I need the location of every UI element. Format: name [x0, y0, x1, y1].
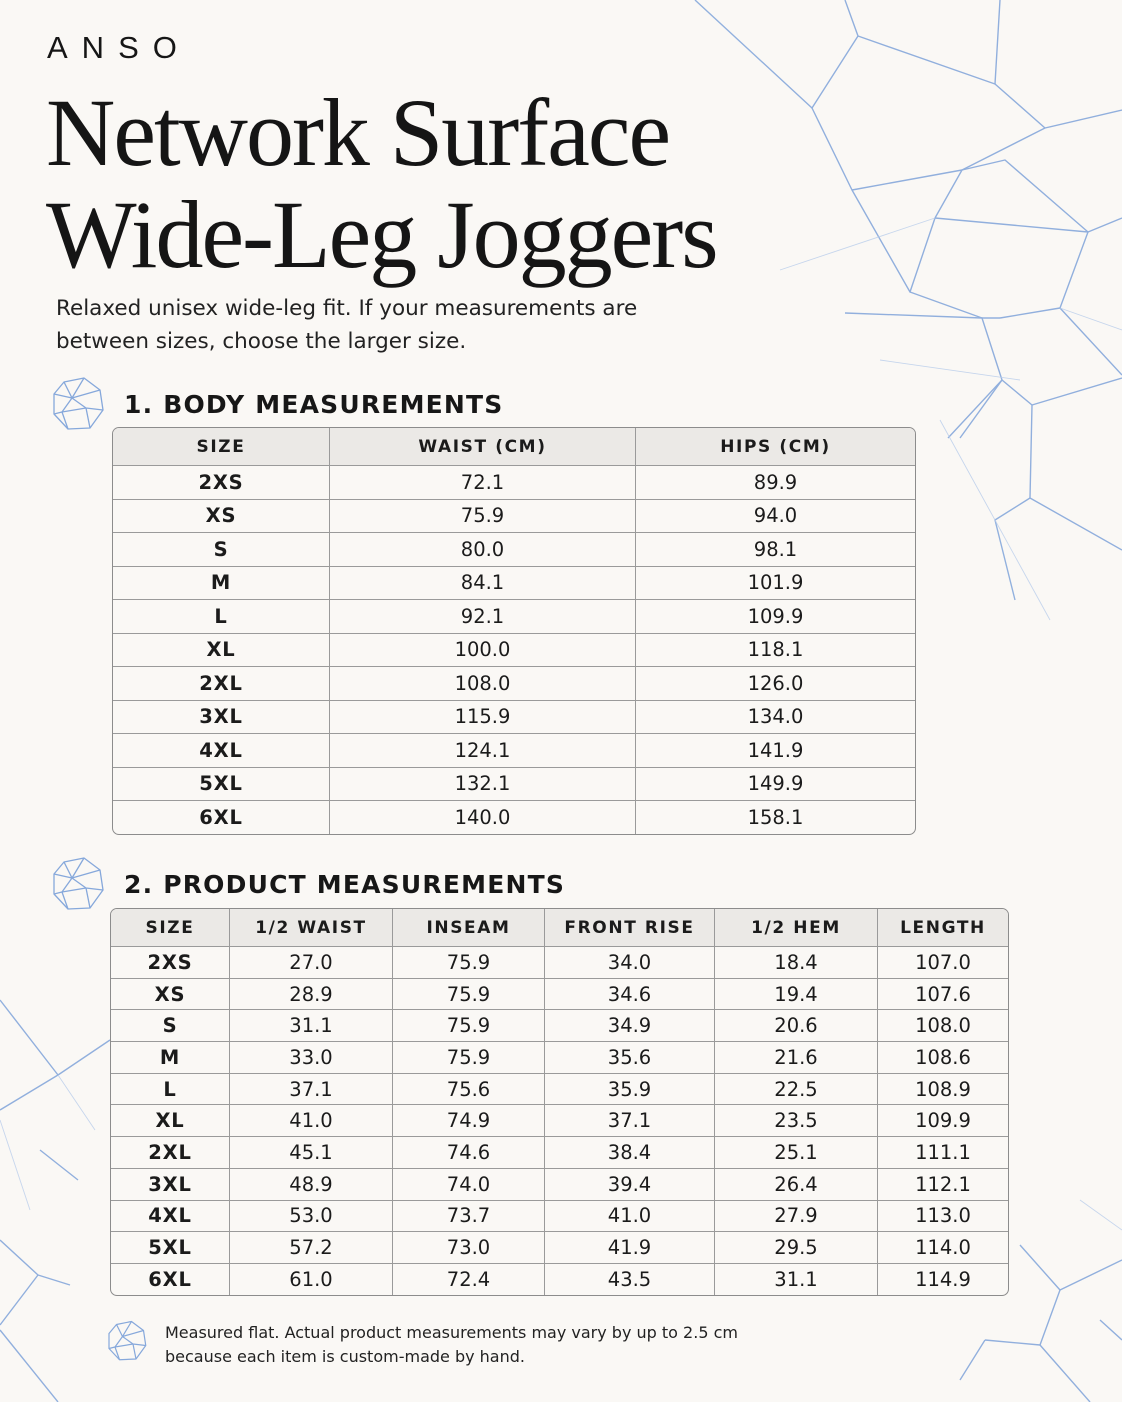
value-cell: 21.6: [715, 1042, 878, 1074]
value-cell: 126.0: [636, 667, 915, 701]
polyhedron-icon: [50, 856, 106, 912]
value-cell: 80.0: [330, 533, 636, 567]
brand-logo: ANSO: [47, 30, 191, 65]
value-cell: 94.0: [636, 500, 915, 534]
value-cell: 18.4: [715, 947, 878, 979]
size-cell: 6XL: [111, 1264, 230, 1295]
size-cell: S: [111, 1010, 230, 1042]
table-row: [113, 634, 915, 668]
table-row: [113, 466, 915, 500]
size-cell: 3XL: [111, 1169, 230, 1201]
value-cell: 57.2: [230, 1232, 393, 1264]
value-cell: 109.9: [878, 1105, 1008, 1137]
value-cell: 100.0: [330, 634, 636, 668]
size-cell: XS: [111, 979, 230, 1011]
value-cell: 75.9: [330, 500, 636, 534]
value-cell: 112.1: [878, 1169, 1008, 1201]
value-cell: 75.9: [393, 1010, 545, 1042]
table-row: [113, 567, 915, 601]
size-cell: L: [111, 1074, 230, 1106]
size-cell: 2XS: [111, 947, 230, 979]
value-cell: 75.9: [393, 1042, 545, 1074]
table-row: [111, 1137, 1008, 1169]
value-cell: 37.1: [230, 1074, 393, 1106]
intro-line-2: between sizes, choose the larger size.: [56, 329, 467, 354]
value-cell: 34.6: [545, 979, 715, 1011]
table-row: [111, 1232, 1008, 1264]
body-measurements-heading: 1. BODY MEASUREMENTS: [124, 390, 504, 419]
value-cell: 43.5: [545, 1264, 715, 1295]
title-line-1: Network Surface: [46, 79, 670, 186]
value-cell: 72.1: [330, 466, 636, 500]
size-cell: 2XL: [113, 667, 330, 701]
value-cell: 115.9: [330, 701, 636, 735]
value-cell: 25.1: [715, 1137, 878, 1169]
product-measurements-heading: 2. PRODUCT MEASUREMENTS: [124, 870, 566, 899]
value-cell: 108.6: [878, 1042, 1008, 1074]
value-cell: 74.6: [393, 1137, 545, 1169]
intro-line-1: Relaxed unisex wide-leg fit. If your measurements are: [56, 296, 638, 321]
value-cell: 141.9: [636, 734, 915, 768]
value-cell: 34.9: [545, 1010, 715, 1042]
table-row: [111, 1010, 1008, 1042]
table-header-row: [111, 909, 1008, 947]
value-cell: 26.4: [715, 1169, 878, 1201]
size-cell: 2XL: [111, 1137, 230, 1169]
value-cell: 41.0: [230, 1105, 393, 1137]
value-cell: 20.6: [715, 1010, 878, 1042]
column-header: SIZE: [113, 428, 330, 466]
value-cell: 19.4: [715, 979, 878, 1011]
value-cell: 149.9: [636, 768, 915, 802]
value-cell: 35.6: [545, 1042, 715, 1074]
footnote-line-2: because each item is custom-made by hand.: [165, 1347, 525, 1366]
value-cell: 41.0: [545, 1201, 715, 1233]
table-row: [111, 1264, 1008, 1295]
value-cell: 109.9: [636, 600, 915, 634]
size-cell: 4XL: [111, 1201, 230, 1233]
table-row: [113, 500, 915, 534]
value-cell: 124.1: [330, 734, 636, 768]
value-cell: 101.9: [636, 567, 915, 601]
table-row: [111, 1169, 1008, 1201]
size-cell: S: [113, 533, 330, 567]
table-row: [113, 533, 915, 567]
column-header: SIZE: [111, 909, 230, 947]
value-cell: 37.1: [545, 1105, 715, 1137]
product-measurements-table: [110, 908, 1009, 1296]
table-row: [111, 1105, 1008, 1137]
value-cell: 140.0: [330, 801, 636, 834]
value-cell: 74.9: [393, 1105, 545, 1137]
column-header: FRONT RISE: [545, 909, 715, 947]
value-cell: 74.0: [393, 1169, 545, 1201]
column-header: LENGTH: [878, 909, 1008, 947]
table-row: [113, 667, 915, 701]
value-cell: 22.5: [715, 1074, 878, 1106]
value-cell: 41.9: [545, 1232, 715, 1264]
value-cell: 28.9: [230, 979, 393, 1011]
table-row: [111, 1074, 1008, 1106]
table-row: [113, 768, 915, 802]
table-row: [111, 947, 1008, 979]
value-cell: 38.4: [545, 1137, 715, 1169]
column-header: 1/2 HEM: [715, 909, 878, 947]
column-header: HIPS (CM): [636, 428, 915, 466]
value-cell: 73.0: [393, 1232, 545, 1264]
value-cell: 92.1: [330, 600, 636, 634]
table-row: [113, 734, 915, 768]
value-cell: 31.1: [715, 1264, 878, 1295]
polyhedron-icon: [106, 1320, 148, 1362]
column-header: INSEAM: [393, 909, 545, 947]
size-cell: 2XS: [113, 466, 330, 500]
value-cell: 114.9: [915, 1267, 971, 1291]
size-cell: 6XL: [113, 801, 330, 834]
size-cell: XL: [111, 1105, 230, 1137]
size-cell: 4XL: [113, 734, 330, 768]
value-cell: 39.4: [545, 1169, 715, 1201]
value-cell: 34.0: [545, 947, 715, 979]
value-cell: 114.0: [878, 1232, 1008, 1264]
value-cell: 89.9: [636, 466, 915, 500]
column-header: WAIST (CM): [330, 428, 636, 466]
table-header-row: [113, 428, 915, 466]
size-cell: 5XL: [111, 1232, 230, 1264]
value-cell: 31.1: [230, 1010, 393, 1042]
value-cell: 108.0: [330, 667, 636, 701]
value-cell: 29.5: [715, 1232, 878, 1264]
value-cell: 134.0: [636, 701, 915, 735]
column-header: 1/2 WAIST: [230, 909, 393, 947]
value-cell: 98.1: [636, 533, 915, 567]
value-cell: 108.0: [878, 1010, 1008, 1042]
value-cell: 75.9: [393, 947, 545, 979]
size-cell: XL: [113, 634, 330, 668]
value-cell: 48.9: [230, 1169, 393, 1201]
size-cell: M: [113, 567, 330, 601]
table-row: [111, 979, 1008, 1011]
size-cell: L: [113, 600, 330, 634]
value-cell: 158.1: [747, 805, 804, 829]
value-cell: 35.9: [545, 1074, 715, 1106]
size-cell: XS: [113, 500, 330, 534]
value-cell: 45.1: [230, 1137, 393, 1169]
table-row: [113, 600, 915, 634]
intro-text: [56, 292, 696, 358]
page-title: [46, 79, 717, 288]
polyhedron-icon: [50, 376, 106, 432]
value-cell: 75.6: [393, 1074, 545, 1106]
value-cell: 113.0: [878, 1201, 1008, 1233]
value-cell: 108.9: [878, 1074, 1008, 1106]
value-cell: 84.1: [330, 567, 636, 601]
value-cell: 27.9: [715, 1201, 878, 1233]
value-cell: 61.0: [230, 1264, 393, 1295]
size-cell: 5XL: [113, 768, 330, 802]
value-cell: 107.6: [878, 979, 1008, 1011]
value-cell: 111.1: [878, 1137, 1008, 1169]
value-cell: 73.7: [393, 1201, 545, 1233]
value-cell: 118.1: [636, 634, 915, 668]
value-cell: 53.0: [230, 1201, 393, 1233]
table-row: [111, 1201, 1008, 1233]
footnote: [165, 1321, 805, 1369]
footnote-line-1: Measured flat. Actual product measurements may vary by up to 2.5 cm: [165, 1323, 738, 1342]
size-cell: 3XL: [113, 701, 330, 735]
value-cell: 132.1: [330, 768, 636, 802]
value-cell: 72.4: [393, 1264, 545, 1295]
size-cell: M: [111, 1042, 230, 1074]
table-row: [111, 1042, 1008, 1074]
value-cell: 23.5: [715, 1105, 878, 1137]
value-cell: 27.0: [230, 947, 393, 979]
table-row: [113, 701, 915, 735]
value-cell: 75.9: [393, 979, 545, 1011]
body-measurements-table: [112, 427, 916, 835]
title-line-2: Wide-Leg Joggers: [46, 181, 717, 288]
value-cell: 33.0: [230, 1042, 393, 1074]
table-row: [113, 801, 915, 834]
value-cell: 107.0: [878, 947, 1008, 979]
